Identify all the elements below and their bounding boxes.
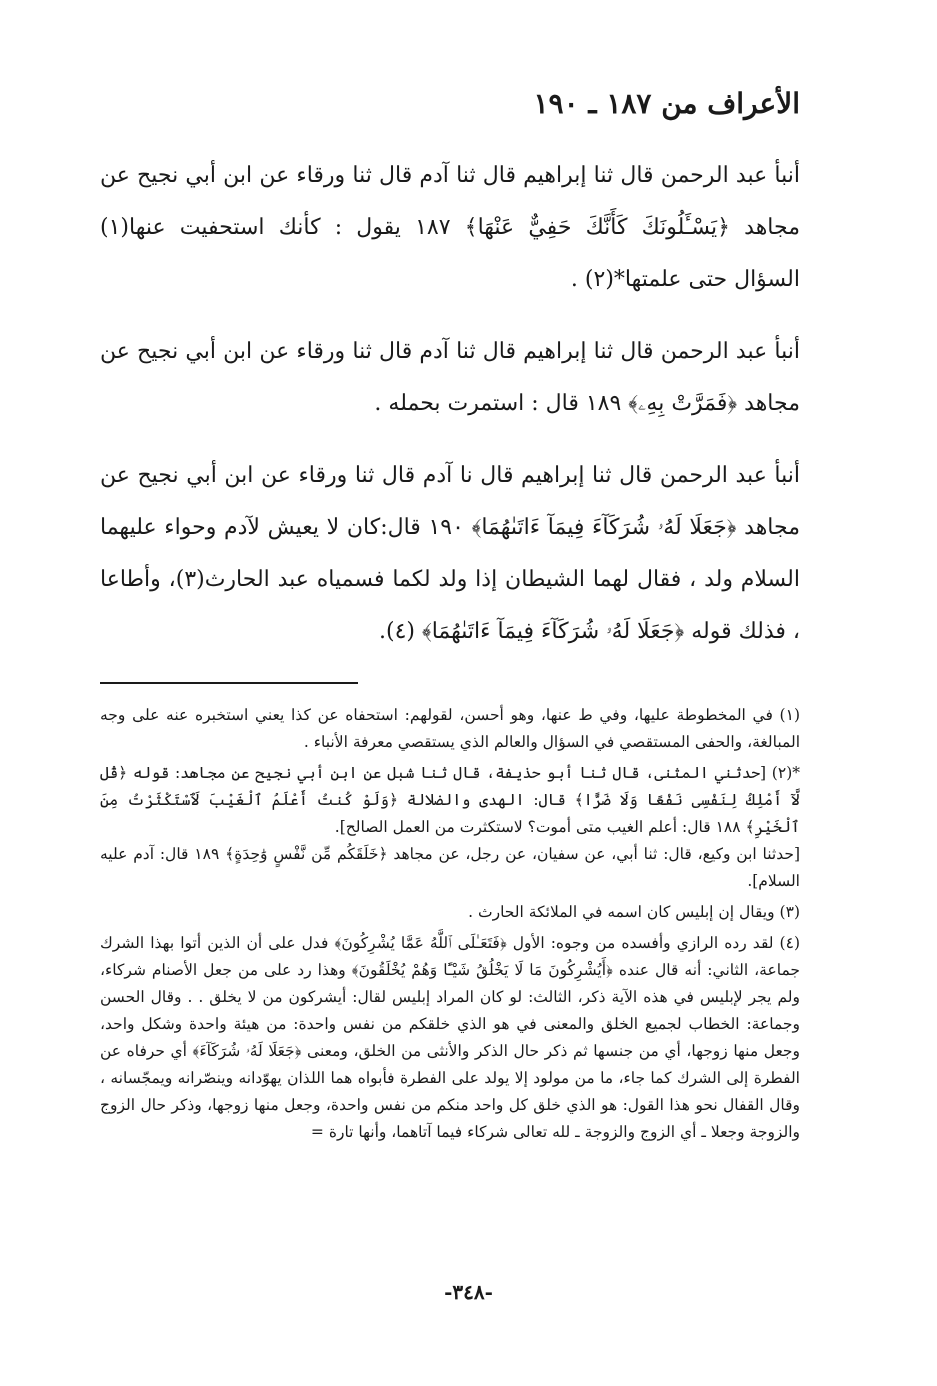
footnote-2 [100, 760, 800, 895]
footnote-4: (٤) لقد رده الرازي وأفسده من وجوه: الأول ﴿فَتَعَـٰلَى ٱللَّهُ عَمَّا يُشْرِكُونَ﴾ فدل على أن الذين أتوا بهذا الشرك جماعة، الثاني: أنه قال عنده ﴿أَيُشْرِكُونَ مَا لَا يَخْلُقُ شَيْـًٔا وَهُمْ يُخْلَقُونَ﴾ وهذا رد على من جعل الأصنام شركاء، ولم يجر لإبليس في هذه الآية ذكر، الثالث: لو كان المراد إبليس لقال: أيشركون من لا يخلق . . وقال الحسن وجماعة: الخطاب لجميع الخلق والمعنى في هو الذي خلقكم من نفس واحدة: من هيئة واحدة وشكل واحد، وجعل منها زوجها، أي من جنسها ثم ذكر حال الذكر والأنثى من الخلق، ومعنى ﴿جَعَلَا لَهُۥ شُرَكَآءَ﴾ أي حرفاه عن الفطرة إلى الشرك كما جاء، ما من مولود إلا يولد على الفطرة فأبواه هما اللذان يهوّدانه وينصّرانه ويمجّسانه ، وقال القفال نحو هذا القول: هو الذي خلق كل واحد منكم من نفس واحدة، وجعل منها زوجها، وذكر حال الزوج والزوجة وجعلا ـ أي الزوج والزوجة ـ لله تعالى شركاء فيما آتاهما، وأنها تارة = [100, 934, 800, 1141]
footnote-divider [100, 682, 358, 684]
paragraph-1: أنبأ عبد الرحمن قال ثنا إبراهيم قال ثنا آدم قال ثنا ورقاء عن ابن أبي نجيح عن مجاهد ﴿يَسْـَٔلُونَكَ كَأَنَّكَ حَفِيٌّ عَنْهَا﴾ ١٨٧ يقول : كأنك استحفيت عنها(١) السؤال حتى علمتها*(٢) . [100, 163, 800, 292]
page-content [100, 80, 800, 1150]
footnote-1: (١) في المخطوطة عليها، وفي ط عنها، وهو أحسن، لقولهم: استحفاه عن كذا يعني استخبره عنه على وجه المبالغة، والحفى المستقصي في السؤال والعالم الذي يستقصي معرفة الأنباء . [100, 706, 800, 751]
footnote-3: (٣) ويقال إن إبليس كان اسمه في الملائكة الحارث . [468, 903, 800, 921]
footnotes [100, 702, 800, 1146]
paragraph-3: أنبأ عبد الرحمن قال ثنا إبراهيم قال نا آدم قال ثنا ورقاء عن ابن أبي نجيح عن مجاهد ﴿جَعَلَا لَهُۥ شُرَكَآءَ فِيمَآ ءَاتَىٰهُمَا﴾ ١٩٠ قال:كان لا يعيش لآدم وحواء عليهما السلام ولد ، فقال لهما الشيطان إذا ولد لكما فسمياه عبد الحارث(٣)، وأطاعا ، فذلك قوله ﴿جَعَلَا لَهُۥ شُرَكَآءَ فِيمَآ ءَاتَىٰهُمَا﴾ (٤). [100, 463, 800, 644]
running-header: الأعراف من ١٨٧ ـ ١٩٠ [533, 87, 800, 120]
footnote-2-part-1: *(٢) [حدثني المثنى، قال ثنا أبو حذيفة، قال ثنا شبل عن ابن أبي نجيح عن مجاهد: قوله ﴿قُل لَّآ أَمْلِكُ لِنَفْسِى نَفْعًا وَلَا ضَرًّا﴾ قال: الهدى والضلالة ﴿وَلَوْ كُنتُ أَعْلَمُ ٱلْغَيْبَ لَٱسْتَكْثَرْتُ مِنَ ٱلْخَيْرِ﴾ ١٨٨ قال: أعلم الغيب متى أموت؟ لاستكثرت من العمل الصالح]. [100, 764, 800, 836]
main-text-2 [100, 326, 800, 430]
main-text-3 [100, 450, 800, 658]
page-number: -٣٤٨- [444, 1280, 493, 1304]
main-text [100, 150, 800, 306]
paragraph-2: أنبأ عبد الرحمن قال ثنا إبراهيم قال ثنا آدم قال ثنا ورقاء عن ابن أبي نجيح عن مجاهد ﴿فَمَرَّتْ بِهِۦ﴾ ١٨٩ قال : استمرت بحمله . [100, 339, 800, 416]
footnote-2-part-2: [حدثنا ابن وكيع، قال: ثنا أبي، عن سفيان، عن رجل، عن مجاهد ﴿خَلَقَكُم مِّن نَّفْسٍ وَٰحِدَةٍ﴾ ١٨٩ قال: آدم عليه السلام]. [100, 845, 801, 890]
